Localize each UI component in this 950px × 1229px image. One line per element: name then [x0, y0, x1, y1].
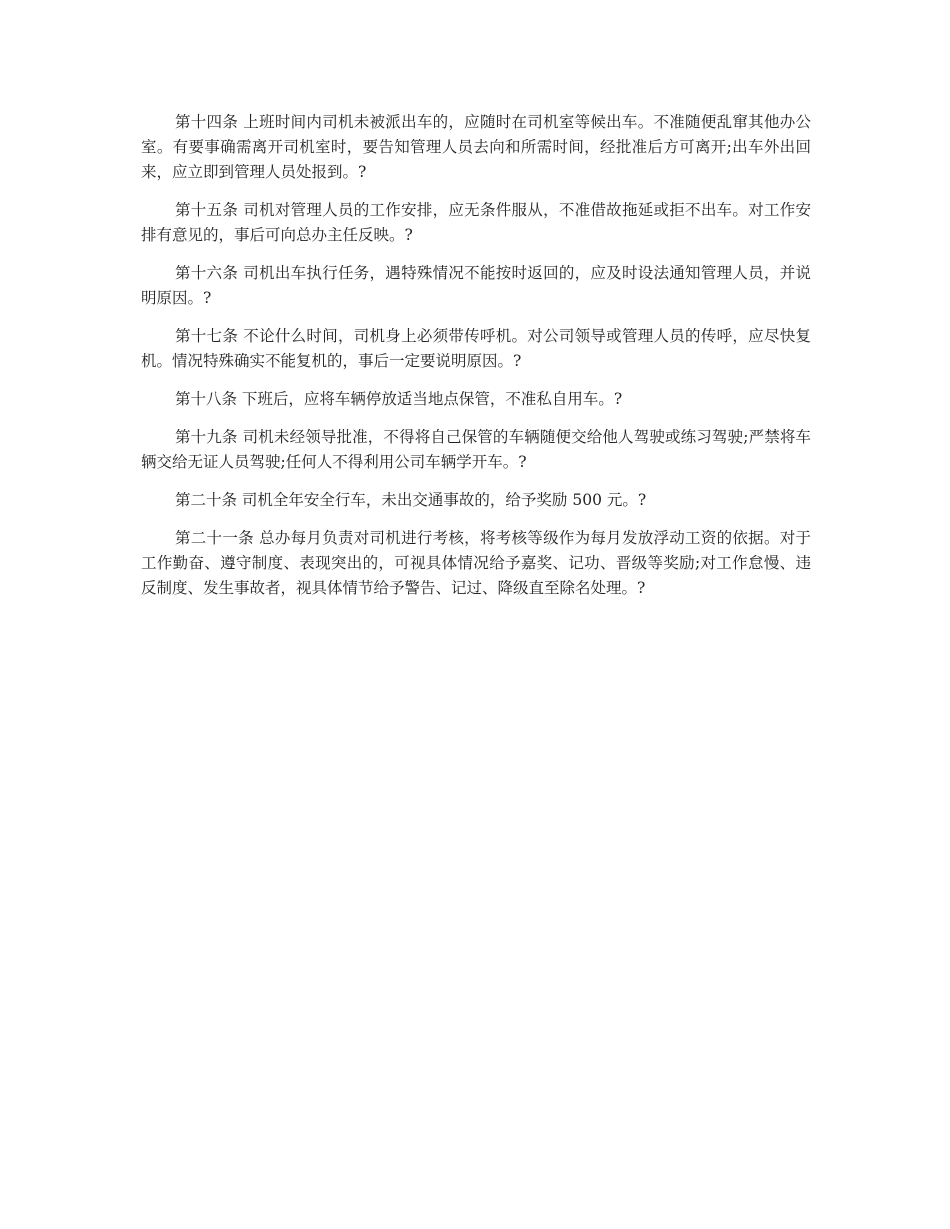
article-19-paragraph: 第十九条 司机未经领导批准，不得将自己保管的车辆随便交给他人驾驶或练习驾驶;严禁将车辆交给无证人员驾驶;任何人不得利用公司车辆学开车。? [141, 428, 811, 471]
article-17-paragraph: 第十七条 不论什么时间，司机身上必须带传呼机。对公司领导或管理人员的传呼，应尽快复机。情况特殊确实不能复机的，事后一定要说明原因。? [141, 327, 811, 370]
article-21-paragraph: 第二十一条 总办每月负责对司机进行考核，将考核等级作为每月发放浮动工资的依据。对于工作勤奋、遵守制度、表现突出的，可视具体情况给予嘉奖、记功、晋级等奖励;对工作怠慢、违反制度、发生事故者，视具体情节给予警告、记过、降级直至除名处理。? [141, 529, 811, 597]
article-20-paragraph: 第二十条 司机全年安全行车，未出交通事故的，给予奖励 500 元。? [175, 491, 647, 509]
article-14-paragraph: 第十四条 上班时间内司机未被派出车的，应随时在司机室等候出车。不准随便乱窜其他办公室。有要事确需离开司机室时，要告知管理人员去向和所需时间，经批准后方可离开;出车外出回来，应立即到管理人员处报到。? [141, 113, 811, 181]
article-18-paragraph: 第十八条 下班后，应将车辆停放适当地点保管，不准私自用车。? [175, 390, 623, 408]
article-16-paragraph: 第十六条 司机出车执行任务，遇特殊情况不能按时返回的，应及时设法通知管理人员，并说明原因。? [141, 264, 811, 307]
article-15-paragraph: 第十五条 司机对管理人员的工作安排，应无条件服从，不准借故拖延或拒不出车。对工作安排有意见的，事后可向总办主任反映。? [141, 201, 811, 244]
document-body [141, 110, 811, 614]
